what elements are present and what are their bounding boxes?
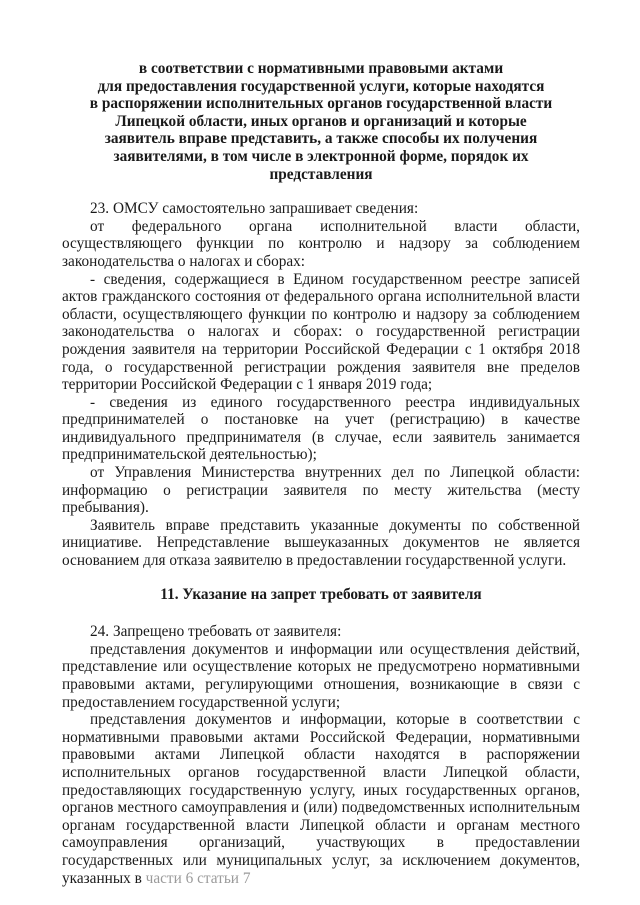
heading-line: в распоряжении исполнительных органов государственной власти xyxy=(89,95,553,113)
heading-line: Липецкой области, иных органов и организаций и которые xyxy=(115,112,527,130)
paragraph-24: 24. Запрещено требовать от заявителя: xyxy=(90,623,342,641)
paragraph-23-civil-registry: - сведения, содержащиеся в Едином государственном реестре записей актов гражданского состояния от федерального органа исполнительной власти области, осуществляющего функции по контролю и надзору за соблюдением законодательства о налогах и сборах: о государственной регистрации рождения заявителя на территории Российской Федерации с 1 октября 2018 года, о государственной регистрации рождения заявителя вне пределов территории Российской Федерации с 1 января 2019 года; xyxy=(62,270,580,394)
section-heading xyxy=(62,60,580,183)
paragraph-24-documents: представления документов и информации или осуществления действий, представление или осуществление которых не предусмотрено нормативными правовыми актами, регулирующими отношения, возникающие в связи с предоставлением государственной услуги; xyxy=(62,640,580,711)
heading-line: представления xyxy=(269,165,373,183)
heading-line: заявителями, в том числе в электронной форме, порядок их xyxy=(113,147,529,165)
paragraph-23-entrepreneur-registry: - сведения из единого государственного реестра индивидуальных предпринимателей о постановке на учет (регистрацию) в качестве индивидуального предпринимателя (в случае, если заявитель занимается предпринимательской деятельностью); xyxy=(62,393,580,464)
paragraph-24-information xyxy=(62,711,580,887)
section-title-11: 11. Указание на запрет требовать от заявителя xyxy=(160,585,482,603)
paragraph-23-applicant-right: Заявитель вправе представить указанные документы по собственной инициативе. Непредставление вышеуказанных документов не является основанием для отказа заявителю в предоставлении государственной услуги. xyxy=(62,516,580,570)
paragraph-23-federal-organ: от федерального органа исполнительной власти области, осуществляющего функции по контролю и надзору за соблюдением законодательства о налогах и сборах: xyxy=(62,217,580,270)
heading-line: заявитель вправе представить, а также способы их получения xyxy=(104,130,538,148)
paragraph-24-information-tail: части 6 статьи 7 xyxy=(141,869,251,887)
heading-line: в соответствии с нормативными правовыми актами xyxy=(138,60,504,77)
paragraph-23-mvd: от Управления Министерства внутренних дел по Липецкой области: информацию о регистрации заявителя по месту жительства (месту пребывания). xyxy=(62,464,580,517)
paragraph-23: 23. ОМСУ самостоятельно запрашивает сведения: xyxy=(90,200,419,218)
paragraph-24-information-text: представления документов и информации, которые в соответствии с нормативными правовыми актами Российской Федерации, нормативными правовыми актами Липецкой области находятся в распоряжении исполнительных органов государственной власти Липецкой области, предоставляющих государственную услугу, иных государственных органов, органов местного самоуправления и (или) подведомственных исполнительным органам государственной власти Липецкой области и органам местного самоуправления организаций, участвующих в предоставлении государственных или муниципальных услуг, за исключением документов, указанных в xyxy=(62,711,580,887)
heading-line: для предоставления государственной услуги, которые находятся xyxy=(97,77,545,95)
